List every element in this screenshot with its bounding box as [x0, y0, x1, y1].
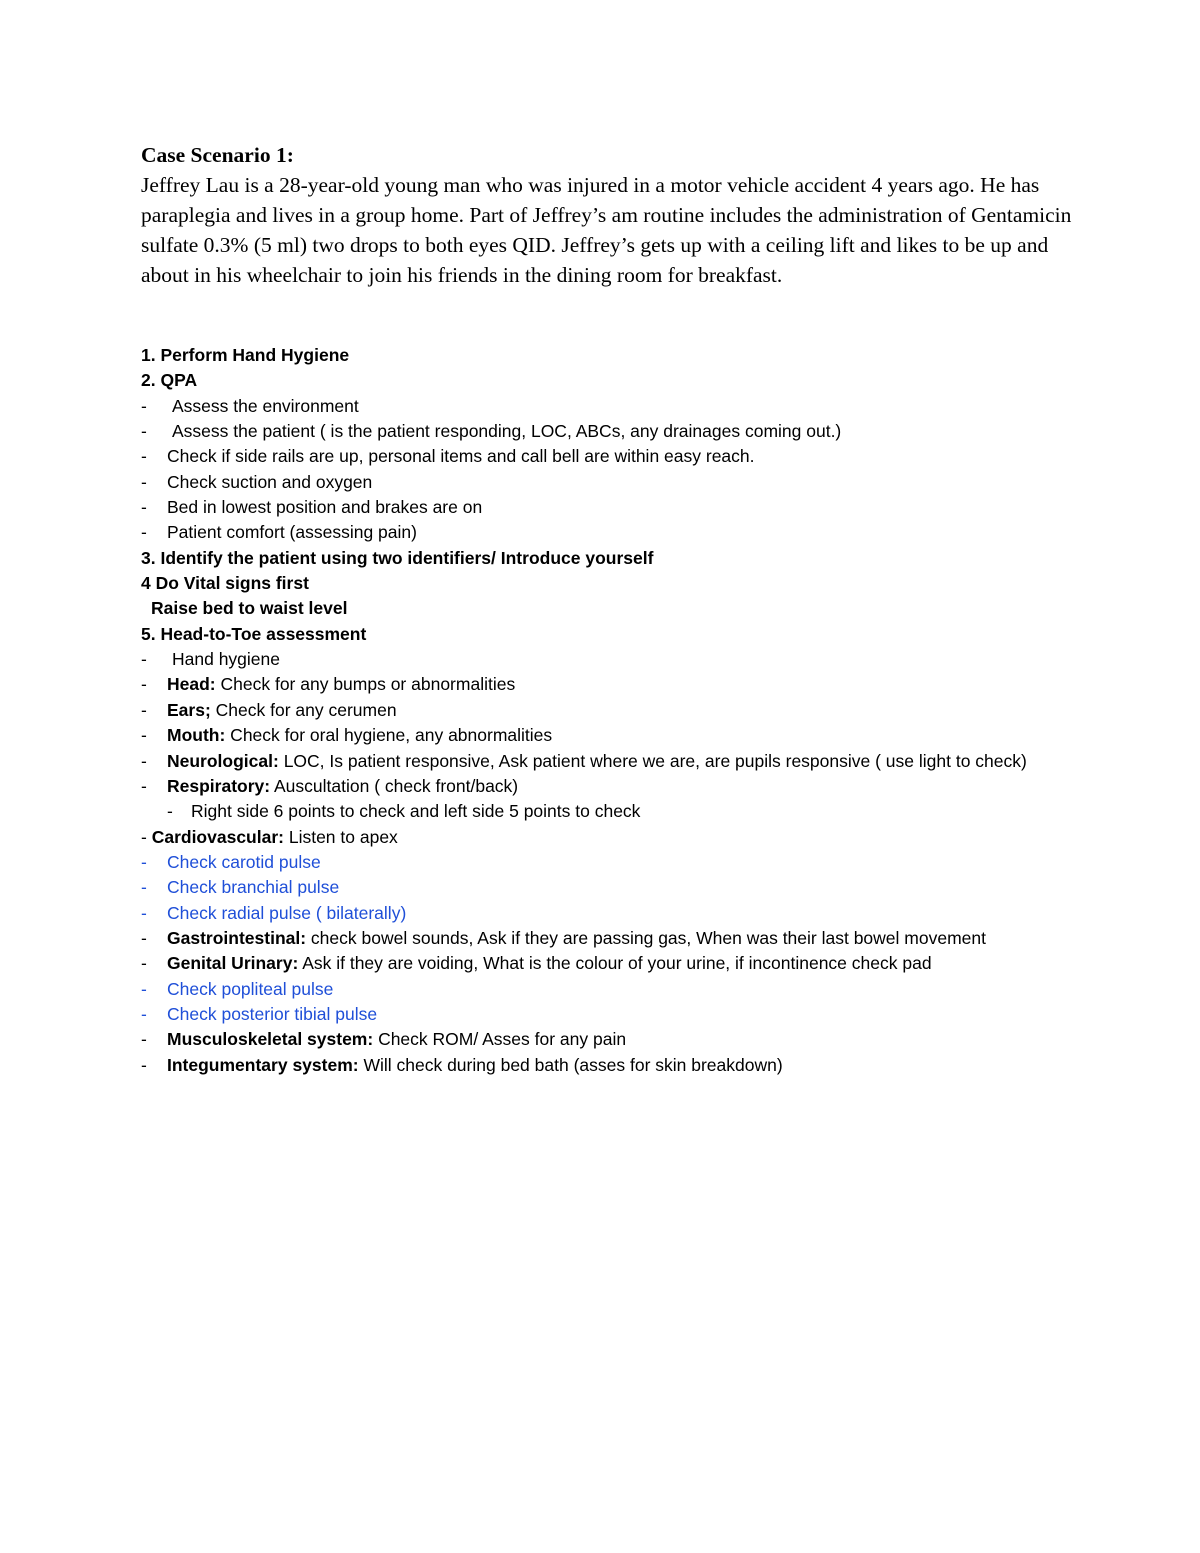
- bullet-dash: -: [141, 902, 147, 923]
- list-item: [141, 672, 1081, 697]
- bullet-dash: -: [141, 674, 147, 695]
- list-item-text: Check popliteal pulse: [167, 978, 334, 999]
- bullet-dash: -: [141, 1054, 147, 1075]
- list-item: [141, 901, 1081, 926]
- list-item-text: Check suction and oxygen: [167, 471, 373, 492]
- bullet-dash: -: [167, 801, 173, 822]
- mouth-label: Mouth:: [167, 725, 226, 746]
- list-item-text: Check branchial pulse: [167, 877, 340, 898]
- list-item: [141, 1027, 1081, 1052]
- cardiovascular-label: Cardiovascular:: [151, 826, 284, 847]
- list-item: [141, 723, 1081, 748]
- genital-urinary-text: Ask if they are voiding, What is the colour of your urine, if incontinence check pad: [298, 953, 932, 974]
- integumentary-label: Integumentary system:: [167, 1054, 359, 1075]
- list-item: [141, 1002, 1081, 1027]
- list-item: [141, 825, 1081, 850]
- list-item-text: Hand hygiene: [172, 649, 280, 670]
- bullet-dash: -: [141, 750, 147, 771]
- list-item: [141, 444, 1081, 469]
- list-item: [141, 1053, 1081, 1078]
- cardiovascular-text: Listen to apex: [283, 826, 398, 847]
- list-item: [141, 774, 1081, 799]
- bullet-dash: -: [141, 395, 147, 416]
- list-item: [141, 749, 1081, 774]
- bullet-dash: -: [141, 1003, 147, 1024]
- respiratory-text: Auscultation ( check front/back): [270, 775, 519, 796]
- list-item: [141, 520, 1081, 545]
- step-4-subheading: Raise bed to waist level: [151, 598, 348, 619]
- musculoskeletal-text: Check ROM/ Asses for any pain: [373, 1029, 627, 1050]
- bullet-dash: -: [141, 851, 147, 872]
- integumentary-text: Will check during bed bath (asses for skin breakdown): [358, 1054, 783, 1075]
- step-3-heading: 3. Identify the patient using two identifiers/ Introduce yourself: [141, 547, 654, 568]
- scenario-description: Jeffrey Lau is a 28-year-old young man who was injured in a motor vehicle accident 4 years ago. He has paraplegia and lives in a group home. Part of Jeffrey’s am routine includes the administration of Gentamicin sulfate 0.3% (5 ml) two drops to both eyes QID. Jeffrey’s gets up with a ceiling lift and likes to be up and about in his wheelchair to join his friends in the dining room for breakfast.: [141, 173, 1072, 287]
- list-item-sub: [141, 799, 1081, 824]
- list-item: [141, 647, 1081, 672]
- ears-label: Ears;: [167, 699, 211, 720]
- list-item-text: Check posterior tibial pulse: [167, 1003, 378, 1024]
- step-1-heading: 1. Perform Hand Hygiene: [141, 345, 350, 365]
- cardiovascular-prefix: -: [141, 826, 152, 847]
- list-item-text: Assess the patient ( is the patient responding, LOC, ABCs, any drainages coming out.): [172, 421, 842, 442]
- list-item-text: Check carotid pulse: [167, 851, 321, 872]
- step-2-heading: 2. QPA: [141, 370, 198, 391]
- genital-urinary-label: Genital Urinary:: [167, 953, 299, 974]
- step-4-heading: 4 Do Vital signs first: [141, 573, 309, 594]
- head-text: Check for any bumps or abnormalities: [215, 674, 516, 695]
- list-item: [141, 394, 1081, 419]
- bullet-dash: -: [141, 877, 147, 898]
- bullet-dash: -: [141, 978, 147, 999]
- list-item: [141, 470, 1081, 495]
- gastrointestinal-text: check bowel sounds, Ask if they are passing gas, When was their last bowel movement: [306, 927, 986, 948]
- bullet-dash: -: [141, 522, 147, 543]
- list-item: [141, 926, 1081, 951]
- list-item-text: Right side 6 points to check and left side 5 points to check: [191, 801, 641, 822]
- mouth-text: Check for oral hygiene, any abnormalities: [225, 725, 553, 746]
- head-label: Head:: [167, 674, 216, 695]
- list-item-text: Assess the environment: [172, 395, 359, 416]
- case-scenario: [141, 140, 1081, 290]
- list-item: [141, 850, 1081, 875]
- bullet-dash: -: [141, 699, 147, 720]
- list-item-text: Bed in lowest position and brakes are on: [167, 497, 483, 518]
- neurological-label: Neurological:: [167, 750, 279, 771]
- respiratory-label: Respiratory:: [167, 775, 271, 796]
- bullet-dash: -: [141, 725, 147, 746]
- list-item-text: Check radial pulse ( bilaterally): [167, 902, 407, 923]
- list-item: [141, 875, 1081, 900]
- assessment-checklist: [141, 343, 1081, 1078]
- list-item: [141, 951, 1081, 976]
- list-item-text: Patient comfort (assessing pain): [167, 522, 417, 543]
- bullet-dash: -: [141, 649, 147, 670]
- list-item: [141, 419, 1081, 444]
- list-item: [141, 698, 1081, 723]
- bullet-dash: -: [141, 1029, 147, 1050]
- list-item-text: Check if side rails are up, personal items and call bell are within easy reach.: [167, 446, 755, 467]
- ears-text: Check for any cerumen: [210, 699, 397, 720]
- bullet-dash: -: [141, 497, 147, 518]
- bullet-dash: -: [141, 953, 147, 974]
- gastrointestinal-label: Gastrointestinal:: [167, 927, 307, 948]
- bullet-dash: -: [141, 775, 147, 796]
- step-5-heading: 5. Head-to-Toe assessment: [141, 623, 367, 644]
- bullet-dash: -: [141, 471, 147, 492]
- list-item: [141, 977, 1081, 1002]
- list-item: [141, 495, 1081, 520]
- musculoskeletal-label: Musculoskeletal system:: [167, 1029, 374, 1050]
- bullet-dash: -: [141, 927, 147, 948]
- bullet-dash: -: [141, 421, 147, 442]
- neurological-text: LOC, Is patient responsive, Ask patient where we are, are pupils responsive ( use light to check): [278, 750, 1027, 771]
- scenario-title: Case Scenario 1:: [141, 143, 294, 167]
- bullet-dash: -: [141, 446, 147, 467]
